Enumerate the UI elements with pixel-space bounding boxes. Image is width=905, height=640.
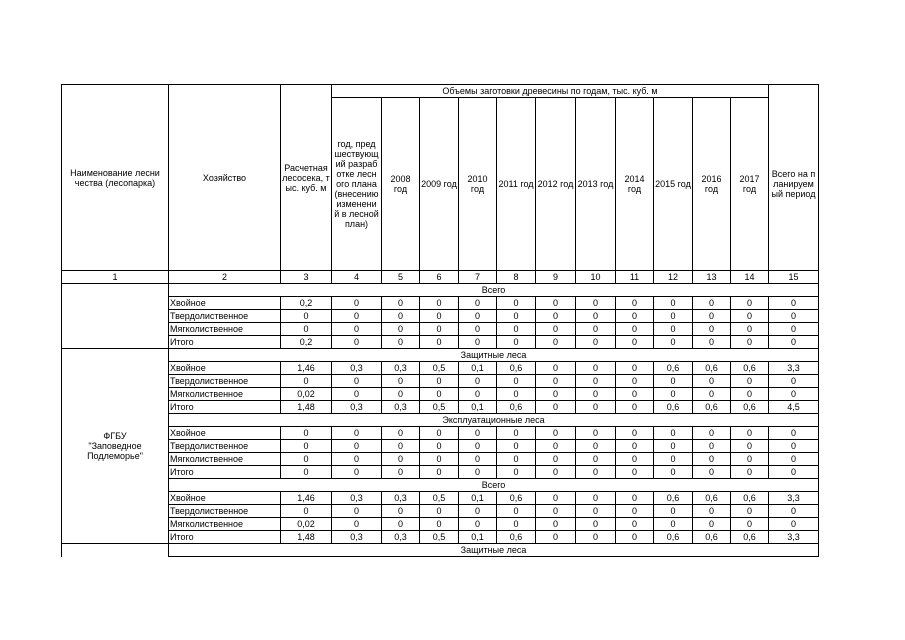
column-number: 15 (769, 271, 819, 284)
value-cell: 0 (693, 310, 731, 323)
value-cell: 0 (497, 336, 536, 349)
value-cell: 0 (332, 336, 382, 349)
table-row (62, 362, 819, 375)
forestry-name-cell (62, 284, 169, 349)
value-cell: 0,6 (731, 362, 769, 375)
value-cell: 0,5 (420, 492, 459, 505)
value-cell: 3,3 (769, 531, 819, 544)
value-cell: 0 (420, 375, 459, 388)
value-cell: 0 (332, 466, 382, 479)
value-cell: 0 (769, 453, 819, 466)
header-year: 2014 год (616, 98, 654, 271)
section-title: Защитные леса (169, 544, 819, 557)
table-row (62, 401, 819, 414)
value-cell: 0 (382, 323, 420, 336)
value-cell: 0 (332, 518, 382, 531)
column-number: 14 (731, 271, 769, 284)
value-cell: 0 (693, 375, 731, 388)
column-number: 3 (281, 271, 332, 284)
value-cell: 0 (616, 336, 654, 349)
value-cell: 0 (382, 388, 420, 401)
value-cell: 0 (459, 336, 497, 349)
header-total-top (769, 85, 819, 98)
value-cell: 0 (576, 531, 616, 544)
forestry-name-cell: ФГБУ "Заповедное Подлеморье" (62, 349, 169, 544)
value-cell: 0,3 (332, 492, 382, 505)
section-header-row (62, 479, 819, 492)
value-cell: 0 (576, 505, 616, 518)
value-cell: 0 (497, 440, 536, 453)
value-cell: 0 (576, 323, 616, 336)
value-cell: 0 (616, 453, 654, 466)
value-cell: 0 (536, 401, 576, 414)
value-cell: 0 (281, 453, 332, 466)
value-cell: 0,02 (281, 518, 332, 531)
value-cell: 0 (769, 310, 819, 323)
value-cell: 0 (731, 466, 769, 479)
value-cell: 0 (576, 453, 616, 466)
value-cell: 1,46 (281, 492, 332, 505)
value-cell: 0,3 (382, 401, 420, 414)
column-number: 8 (497, 271, 536, 284)
value-cell: 0 (536, 388, 576, 401)
header-year: 2009 год (420, 98, 459, 271)
value-cell: 0,2 (281, 336, 332, 349)
value-cell: 0,3 (382, 492, 420, 505)
value-cell: 0 (281, 323, 332, 336)
value-cell: 0 (576, 310, 616, 323)
value-cell: 0 (616, 505, 654, 518)
value-cell: 1,48 (281, 531, 332, 544)
value-cell: 0 (281, 466, 332, 479)
value-cell: 0 (731, 440, 769, 453)
value-cell: 0,2 (281, 297, 332, 310)
value-cell: 0 (769, 518, 819, 531)
value-cell: 0 (654, 505, 693, 518)
value-cell: 0 (769, 505, 819, 518)
species-label: Мягколиственное (169, 453, 281, 466)
value-cell: 0,3 (332, 401, 382, 414)
value-cell: 0,3 (332, 362, 382, 375)
value-cell: 0 (693, 505, 731, 518)
table-row (62, 297, 819, 310)
value-cell: 0 (616, 466, 654, 479)
value-cell: 0 (382, 336, 420, 349)
value-cell: 0,02 (281, 388, 332, 401)
value-cell: 0 (576, 466, 616, 479)
value-cell: 0 (769, 427, 819, 440)
column-number: 12 (654, 271, 693, 284)
value-cell: 0 (731, 453, 769, 466)
value-cell: 0 (459, 440, 497, 453)
value-cell: 0 (382, 310, 420, 323)
value-cell: 0 (332, 505, 382, 518)
value-cell: 0 (731, 336, 769, 349)
species-label: Твердолиственное (169, 310, 281, 323)
value-cell: 0 (332, 297, 382, 310)
value-cell: 0 (536, 375, 576, 388)
value-cell: 0 (576, 492, 616, 505)
header-volumes-group: Объемы заготовки древесины по годам, тыс. куб. м (332, 85, 769, 98)
value-cell: 0 (536, 362, 576, 375)
table-row (62, 310, 819, 323)
column-number: 11 (616, 271, 654, 284)
value-cell: 0 (536, 440, 576, 453)
value-cell: 0 (536, 310, 576, 323)
value-cell: 0,6 (693, 362, 731, 375)
value-cell: 0 (281, 310, 332, 323)
header-total: Всего на планируемый период (769, 98, 819, 271)
value-cell: 0 (769, 388, 819, 401)
value-cell: 0 (420, 440, 459, 453)
value-cell: 0 (459, 375, 497, 388)
column-number: 13 (693, 271, 731, 284)
value-cell: 0 (616, 323, 654, 336)
value-cell: 0 (536, 427, 576, 440)
value-cell: 0,6 (693, 492, 731, 505)
species-label: Твердолиственное (169, 440, 281, 453)
column-number: 1 (62, 271, 169, 284)
value-cell: 0 (616, 297, 654, 310)
value-cell: 0,6 (654, 401, 693, 414)
value-cell: 0 (693, 297, 731, 310)
value-cell: 0 (536, 531, 576, 544)
value-cell: 0 (332, 375, 382, 388)
value-cell: 0,1 (459, 362, 497, 375)
value-cell: 0 (654, 375, 693, 388)
value-cell: 0 (536, 492, 576, 505)
value-cell: 0 (281, 375, 332, 388)
value-cell: 0 (281, 440, 332, 453)
section-title: Всего (169, 284, 819, 297)
value-cell: 0 (576, 440, 616, 453)
table-row (62, 440, 819, 453)
value-cell: 0 (536, 505, 576, 518)
column-number: 9 (536, 271, 576, 284)
value-cell: 0 (497, 427, 536, 440)
value-cell: 0 (616, 362, 654, 375)
value-cell: 0 (332, 310, 382, 323)
harvest-volume-table (61, 84, 819, 557)
header-year: 2012 год (536, 98, 576, 271)
value-cell: 0 (576, 427, 616, 440)
value-cell: 0,6 (693, 401, 731, 414)
value-cell: 0 (536, 323, 576, 336)
value-cell: 0 (332, 323, 382, 336)
value-cell: 0 (459, 427, 497, 440)
section-title: Всего (169, 479, 819, 492)
value-cell: 0,6 (693, 531, 731, 544)
value-cell: 0 (382, 453, 420, 466)
value-cell: 0 (382, 505, 420, 518)
value-cell: 0 (536, 518, 576, 531)
value-cell: 0 (616, 401, 654, 414)
value-cell: 0 (497, 375, 536, 388)
header-year: 2010 год (459, 98, 497, 271)
table-row (62, 375, 819, 388)
value-cell: 1,48 (281, 401, 332, 414)
table-row (62, 323, 819, 336)
value-cell: 0 (497, 453, 536, 466)
value-cell: 0 (731, 297, 769, 310)
value-cell: 0 (536, 336, 576, 349)
header-forestry: Наименование лесничества (лесопарка) (62, 85, 169, 271)
value-cell: 0 (420, 505, 459, 518)
header-year: 2017 год (731, 98, 769, 271)
value-cell: 0 (654, 336, 693, 349)
value-cell: 0 (576, 362, 616, 375)
header-year: 2013 год (576, 98, 616, 271)
column-number: 2 (169, 271, 281, 284)
value-cell: 0 (616, 427, 654, 440)
value-cell: 0 (731, 388, 769, 401)
species-label: Хвойное (169, 427, 281, 440)
species-label: Твердолиственное (169, 505, 281, 518)
header-year-before: год, предшествующий разработке лесного плана (внесению изменений в лесной план) (332, 98, 382, 271)
section-header-row (62, 349, 819, 362)
table-row (62, 531, 819, 544)
value-cell: 0 (616, 310, 654, 323)
value-cell: 0 (731, 427, 769, 440)
value-cell: 4,5 (769, 401, 819, 414)
value-cell: 0 (654, 297, 693, 310)
value-cell: 0 (332, 427, 382, 440)
table-row (62, 492, 819, 505)
table-row (62, 388, 819, 401)
species-label: Итого (169, 336, 281, 349)
value-cell: 0 (769, 336, 819, 349)
table-row (62, 453, 819, 466)
column-number: 6 (420, 271, 459, 284)
value-cell: 0 (459, 466, 497, 479)
value-cell: 0 (420, 388, 459, 401)
value-cell: 0 (693, 388, 731, 401)
value-cell: 0 (654, 323, 693, 336)
value-cell: 0 (382, 375, 420, 388)
value-cell: 0 (459, 388, 497, 401)
value-cell: 0 (420, 427, 459, 440)
value-cell: 0 (693, 440, 731, 453)
value-cell: 0,1 (459, 492, 497, 505)
value-cell: 0 (459, 453, 497, 466)
value-cell: 0 (459, 310, 497, 323)
value-cell: 0,5 (420, 362, 459, 375)
value-cell: 0,3 (382, 362, 420, 375)
header-estimated-cut: Расчетная лесосека, тыс. куб. м (281, 85, 332, 271)
value-cell: 0,6 (731, 492, 769, 505)
value-cell: 0,6 (497, 492, 536, 505)
value-cell: 0 (536, 466, 576, 479)
value-cell: 0,6 (731, 401, 769, 414)
value-cell: 0,6 (497, 362, 536, 375)
value-cell: 0,6 (497, 531, 536, 544)
value-cell: 0,1 (459, 401, 497, 414)
species-label: Твердолиственное (169, 375, 281, 388)
table-row (62, 505, 819, 518)
value-cell: 0,6 (654, 531, 693, 544)
table-row (62, 336, 819, 349)
value-cell: 0 (281, 427, 332, 440)
value-cell: 0 (654, 466, 693, 479)
value-cell: 0 (576, 388, 616, 401)
header-year: 2011 год (497, 98, 536, 271)
column-numbers-row (62, 271, 819, 284)
value-cell: 0 (497, 466, 536, 479)
value-cell: 0 (382, 518, 420, 531)
column-number: 4 (332, 271, 382, 284)
value-cell: 0 (281, 505, 332, 518)
value-cell: 0 (616, 440, 654, 453)
value-cell: 0 (769, 440, 819, 453)
species-label: Хвойное (169, 492, 281, 505)
value-cell: 0 (420, 518, 459, 531)
value-cell: 0 (693, 427, 731, 440)
value-cell: 0,6 (654, 362, 693, 375)
value-cell: 0 (420, 466, 459, 479)
table-row (62, 466, 819, 479)
value-cell: 0 (731, 310, 769, 323)
value-cell: 0 (382, 440, 420, 453)
value-cell: 0 (616, 531, 654, 544)
header-year: 2008 год (382, 98, 420, 271)
value-cell: 0 (536, 453, 576, 466)
value-cell: 0 (459, 518, 497, 531)
value-cell: 0 (382, 297, 420, 310)
value-cell: 0 (459, 505, 497, 518)
value-cell: 0 (576, 401, 616, 414)
header-economy: Хозяйство (169, 85, 281, 271)
value-cell: 0 (731, 323, 769, 336)
value-cell: 0,5 (420, 531, 459, 544)
table-row (62, 427, 819, 440)
value-cell: 0 (616, 518, 654, 531)
value-cell: 0 (654, 518, 693, 531)
species-label: Хвойное (169, 297, 281, 310)
value-cell: 0 (576, 375, 616, 388)
value-cell: 0 (616, 375, 654, 388)
value-cell: 0 (332, 453, 382, 466)
value-cell: 0 (731, 518, 769, 531)
species-label: Мягколиственное (169, 518, 281, 531)
value-cell: 0 (332, 440, 382, 453)
value-cell: 0 (769, 375, 819, 388)
species-label: Итого (169, 531, 281, 544)
value-cell: 0 (420, 453, 459, 466)
value-cell: 0 (497, 505, 536, 518)
value-cell: 0 (693, 323, 731, 336)
value-cell: 0 (459, 323, 497, 336)
value-cell: 0 (654, 453, 693, 466)
value-cell: 0 (576, 297, 616, 310)
value-cell: 0,6 (731, 531, 769, 544)
value-cell: 0,1 (459, 531, 497, 544)
value-cell: 0 (497, 297, 536, 310)
value-cell: 0 (576, 336, 616, 349)
value-cell: 0 (731, 375, 769, 388)
value-cell: 0 (420, 310, 459, 323)
value-cell: 0 (654, 427, 693, 440)
value-cell: 0 (769, 297, 819, 310)
value-cell: 0 (693, 453, 731, 466)
value-cell: 0 (731, 505, 769, 518)
species-label: Итого (169, 401, 281, 414)
value-cell: 0,5 (420, 401, 459, 414)
value-cell: 0 (616, 492, 654, 505)
value-cell: 0 (420, 323, 459, 336)
value-cell: 0 (654, 310, 693, 323)
value-cell: 0 (576, 518, 616, 531)
species-label: Мягколиственное (169, 388, 281, 401)
value-cell: 0,6 (497, 401, 536, 414)
header-year: 2016 год (693, 98, 731, 271)
value-cell: 1,46 (281, 362, 332, 375)
value-cell: 3,3 (769, 362, 819, 375)
value-cell: 0 (497, 518, 536, 531)
value-cell: 0 (497, 323, 536, 336)
value-cell: 0 (497, 310, 536, 323)
value-cell: 0 (382, 466, 420, 479)
table-row (62, 518, 819, 531)
column-number: 10 (576, 271, 616, 284)
value-cell: 0 (769, 466, 819, 479)
value-cell: 0 (693, 336, 731, 349)
section-header-row (62, 414, 819, 427)
header-year: 2015 год (654, 98, 693, 271)
column-number: 5 (382, 271, 420, 284)
value-cell: 0 (536, 297, 576, 310)
section-title: Эксплуатационные леса (169, 414, 819, 427)
value-cell: 0 (497, 388, 536, 401)
value-cell: 3,3 (769, 492, 819, 505)
section-header-row (62, 544, 819, 557)
value-cell: 0 (459, 297, 497, 310)
forestry-name-cell (62, 544, 169, 557)
value-cell: 0 (420, 336, 459, 349)
value-cell: 0 (616, 388, 654, 401)
section-header-row (62, 284, 819, 297)
value-cell: 0 (382, 427, 420, 440)
value-cell: 0,6 (654, 492, 693, 505)
value-cell: 0 (693, 466, 731, 479)
column-number: 7 (459, 271, 497, 284)
section-title: Защитные леса (169, 349, 819, 362)
value-cell: 0 (654, 388, 693, 401)
species-label: Итого (169, 466, 281, 479)
value-cell: 0 (332, 388, 382, 401)
value-cell: 0 (654, 440, 693, 453)
species-label: Мягколиственное (169, 323, 281, 336)
value-cell: 0 (420, 297, 459, 310)
value-cell: 0,3 (382, 531, 420, 544)
value-cell: 0,3 (332, 531, 382, 544)
value-cell: 0 (693, 518, 731, 531)
value-cell: 0 (769, 323, 819, 336)
species-label: Хвойное (169, 362, 281, 375)
